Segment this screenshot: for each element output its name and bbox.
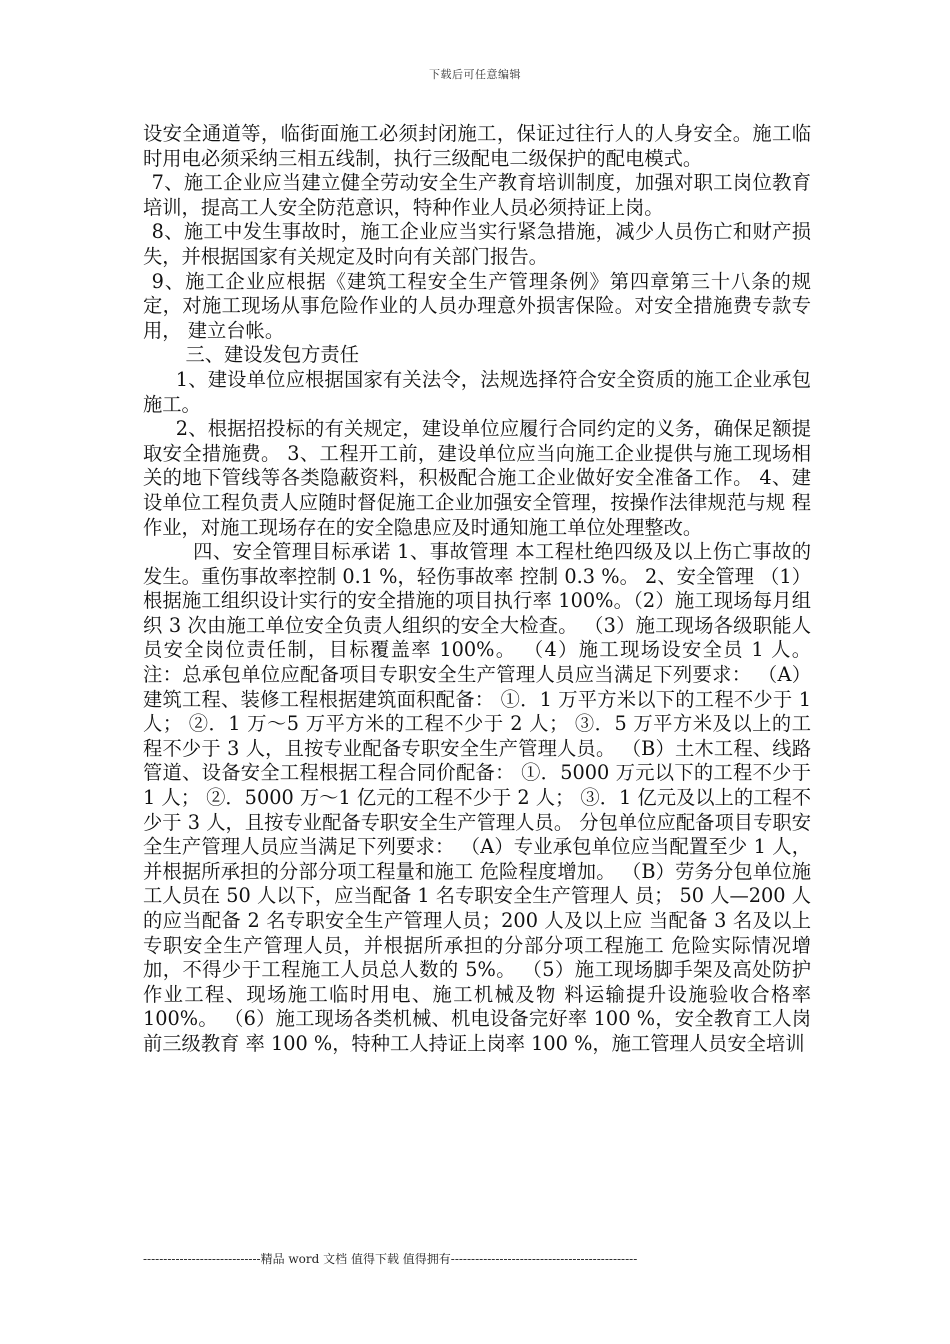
page-footer: -----------------------------精品 word 文档 值得下载 值得拥有---------------------------------------------- — [143, 1252, 638, 1266]
page-header: 下载后可任意编辑 — [429, 68, 521, 81]
section-heading-3: 三、建设发包方责任 — [185, 343, 359, 367]
paragraph-owner-1: 1、建设单位应根据国家有关法令，法规选择符合安全资质的施工企业承包施工。 — [143, 367, 811, 416]
document-body — [143, 122, 811, 1057]
paragraph-owner-2-4: 2、根据招投标的有关规定，建设单位应履行合同约定的义务，确保足额提取安全措施费。 3、工程开工前，建设单位应当向施工企业提供与施工现场相关的地下管线等各类隐蔽资料，积极配合施工企业做好安全准备工作。 4、建设单位工程负责人应随时督促施工企业加强安全管理，按操作法律规范与规 程作业，对施工现场存在的安全隐患应及时通知施工单位处理整改。 — [143, 417, 811, 539]
paragraph-item-9: 9、施工企业应根据《建筑工程安全生产管理条例》第四章第三十八条的规定，对施工现场从事危险作业的人员办理意外损害保险。对安全措施费专款专用， 建立台帐。 — [143, 269, 811, 342]
paragraph-item-7: 7、施工企业应当建立健全劳动安全生产教育培训制度，加强对职工岗位教育培训，提高工人安全防范意识，特种作业人员必须持证上岗。 — [143, 171, 811, 219]
paragraph-item-8: 8、施工中发生事故时，施工企业应当实行紧急措施，减少人员伤亡和财产损失，并根据国家有关规定及时向有关部门报告。 — [143, 220, 811, 268]
paragraph-safety-targets: 四、安全管理目标承诺 1、事故管理 本工程杜绝四级及以上伤亡事故的发生。重伤事故率控制 0.1 %，轻伤事故率 控制 0.3 %。 2、安全管理 （1）根据施工组织设计实行的安全措施的项目执行率 100%。（2）施工现场每月组织 3 次由施工单位安全负责人组织的安全大检查。 （3）施工现场各级职能人员安全岗位责任制，目标覆盖率 100%。 （4）施工现场设安全员 1 人。 注：总承包单位应配备项目专职安全生产管理人员应当满足下列要求： （A）建筑工程、装修工程根据建筑面积配备： ①．1 万平方米以下的工程不少于 1 人； ②．1 万～5 万平方米的工程不少于 2 人； ③．5 万平方米及以上的工程不少于 3 人，且按专业配备专职安全生产管理人员。 （B）土木工程、线路管道、设备安全工程根据工程合同价配备： ①．5000 万元以下的工程不少于 1 人； ②．5000 万～1 亿元的工程不少于 2 人； ③．1 亿元及以上的工程不少于 3 人，且按专业配备专职安全生产管理人员。 分包单位应配备项目专职安全生产管理人员应当满足下列要求： （A）专业承包单位应当配置至少 1 人，并根据所承担的分部分项工程量和施工 危险程度增加。 （B）劳务分包单位施工人员在 50 人以下，应当配备 1 名专职安全生产管理人 员； 50 人—200 人的应当配备 2 名专职安全生产管理人员；200 人及以上应 当配备 3 名及以上专职安全生产管理人员，并根据所承担的分部分项工程施工 危险实际情况增加，不得少于工程施工人员总人数的 5%。 （5）施工现场脚手架及高处防护作业工程、现场施工临时用电、施工机械及物 料运输提升设施验收合格率 100%。 （6）施工现场各类机械、机电设备完好率 100 %，安全教育工人岗前三级教育 率 100 %，特种工人持证上岗率 100 %，施工管理人员安全培训 — [143, 540, 811, 1055]
paragraph-site-safety: 设安全通道等，临街面施工必须封闭施工，保证过往行人的人身安全。施工临时用电必须采纳三相五线制，执行三级配电二级保护的配电模式。 — [143, 122, 811, 170]
